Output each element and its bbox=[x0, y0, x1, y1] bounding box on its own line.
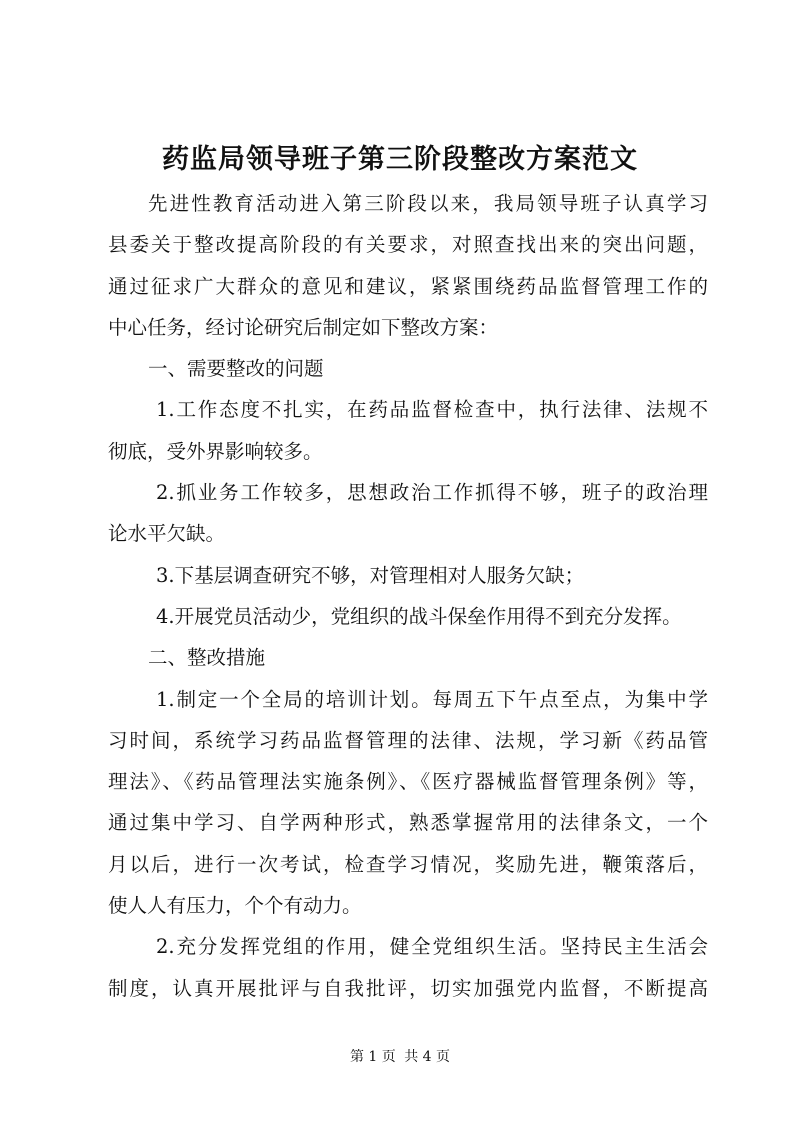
body-line: 先进性教育活动进入第三阶段以来，我局领导班子认真学习 bbox=[148, 192, 708, 215]
body-line: 制度，认真开展批评与自我批评，切实加强党内监督，不断提高 bbox=[108, 976, 708, 1000]
body-line: 彻底，受外界影响较多。 bbox=[108, 439, 323, 463]
body-line: 月以后，进行一次考试，检查学习情况，奖励先进，鞭策落后， bbox=[108, 852, 708, 876]
page-footer bbox=[0, 1047, 800, 1067]
page-total: 共 4 页 bbox=[404, 1049, 451, 1065]
body-line: 1.工作态度不扎实，在药品监督检查中，执行法律、法规不 bbox=[156, 398, 708, 422]
body-line: 通过征求广大群众的意见和建议，紧紧围绕药品监督管理工作的 bbox=[108, 274, 708, 298]
document-body bbox=[108, 183, 708, 1009]
body-line: 使人人有压力，个个有动力。 bbox=[108, 894, 362, 918]
body-line: 论水平欠缺。 bbox=[108, 522, 226, 546]
body-line: 县委关于整改提高阶段的有关要求，对照查找出来的突出问题， bbox=[108, 233, 708, 257]
body-line: 理法》、《药品管理法实施条例》、《医疗器械监督管理条例》等， bbox=[108, 770, 708, 794]
body-line: 中心任务，经讨论研究后制定如下整改方案： bbox=[108, 315, 499, 339]
document-title: 药监局领导班子第三阶段整改方案范文 bbox=[162, 144, 638, 175]
body-line: 通过集中学习、自学两种形式，熟悉掌握常用的法律条文，一个 bbox=[108, 811, 708, 835]
body-line: 2.充分发挥党组的作用，健全党组织生活。坚持民主生活会 bbox=[156, 935, 708, 959]
body-line: 1.制定一个全局的培训计划。每周五下午点至点，为集中学 bbox=[156, 687, 708, 711]
section-heading: 一、需要整改的问题 bbox=[148, 357, 324, 381]
body-line: 习时间，系统学习药品监督管理的法律、法规，学习新《药品管 bbox=[108, 728, 708, 752]
body-line: 3.下基层调查研究不够，对管理相对人服务欠缺； bbox=[156, 563, 585, 587]
body-line: 2.抓业务工作较多，思想政治工作抓得不够，班子的政治理 bbox=[156, 481, 708, 505]
section-heading: 二、整改措施 bbox=[148, 646, 266, 670]
body-line: 4.开展党员活动少，党组织的战斗保垒作用得不到充分发挥。 bbox=[156, 604, 682, 628]
page-number: 第 1 页 bbox=[349, 1049, 396, 1065]
